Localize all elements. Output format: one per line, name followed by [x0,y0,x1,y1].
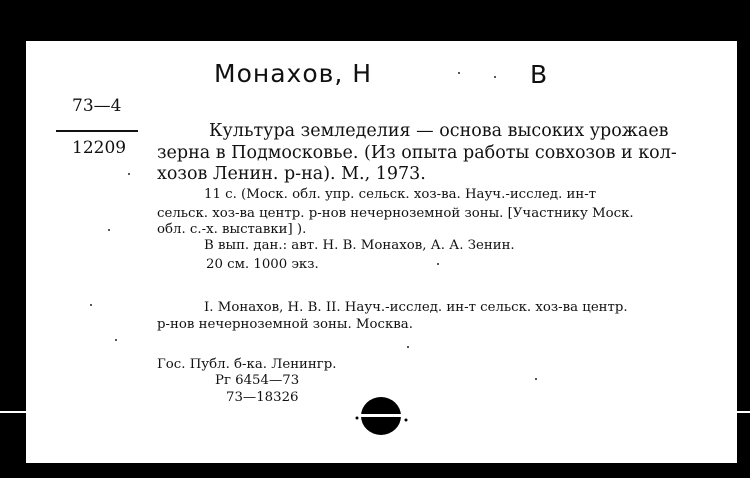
registration-number-2: 73—18326 [226,390,299,405]
handwritten-author: Монахов, Н [214,59,373,88]
left-edge-line [0,411,26,413]
punch-hole-icon [353,390,413,440]
scan-speck [128,173,130,175]
title-line-2: зерна в Подмосковье. (Из опыта работы совхозов и кол- [157,143,677,163]
scan-speck [90,304,92,306]
library-name: Гос. Публ. б-ка. Ленингр. [157,357,337,372]
contributors-note: В вып. дан.: авт. Н. В. Монахов, А. А. Зенин. [204,238,515,253]
scan-speck [407,346,409,348]
scan-speck [494,76,496,78]
tracings-line-2: р-нов нечерноземной зоны. Москва. [157,317,413,332]
call-number-rule [56,130,138,132]
right-edge-line [737,411,750,413]
scan-speck [437,263,439,265]
tracings-line-1: I. Монахов, Н. В. II. Науч.-исслед. ин-т сельск. хоз-ва центр. [204,300,628,315]
format-and-print-run: 20 см. 1000 экз. [206,257,319,272]
scan-speck [115,339,117,341]
catalog-card [26,41,737,463]
description-line-2: сельск. хоз-ва центр. р-нов нечерноземной зоны. [Участнику Моск. [157,206,634,221]
call-number-bottom: 12209 [72,138,127,158]
scan-speck [458,72,460,74]
description-line-1: 11 с. (Моск. обл. упр. сельск. хоз-ва. Науч.-исслед. ин-т [204,187,597,202]
description-line-3: обл. с.-х. выставки] ). [157,222,307,237]
call-number-top: 73—4 [72,96,122,116]
title-line-3: хозов Ленин. р-на). М., 1973. [157,164,426,184]
title-line-1: Культура земледелия — основа высоких урожаев [209,121,669,141]
handwritten-mark: В [530,60,549,89]
scan-speck [108,229,110,231]
registration-number-1: Рг 6454—73 [215,373,300,388]
scan-speck [535,378,537,380]
